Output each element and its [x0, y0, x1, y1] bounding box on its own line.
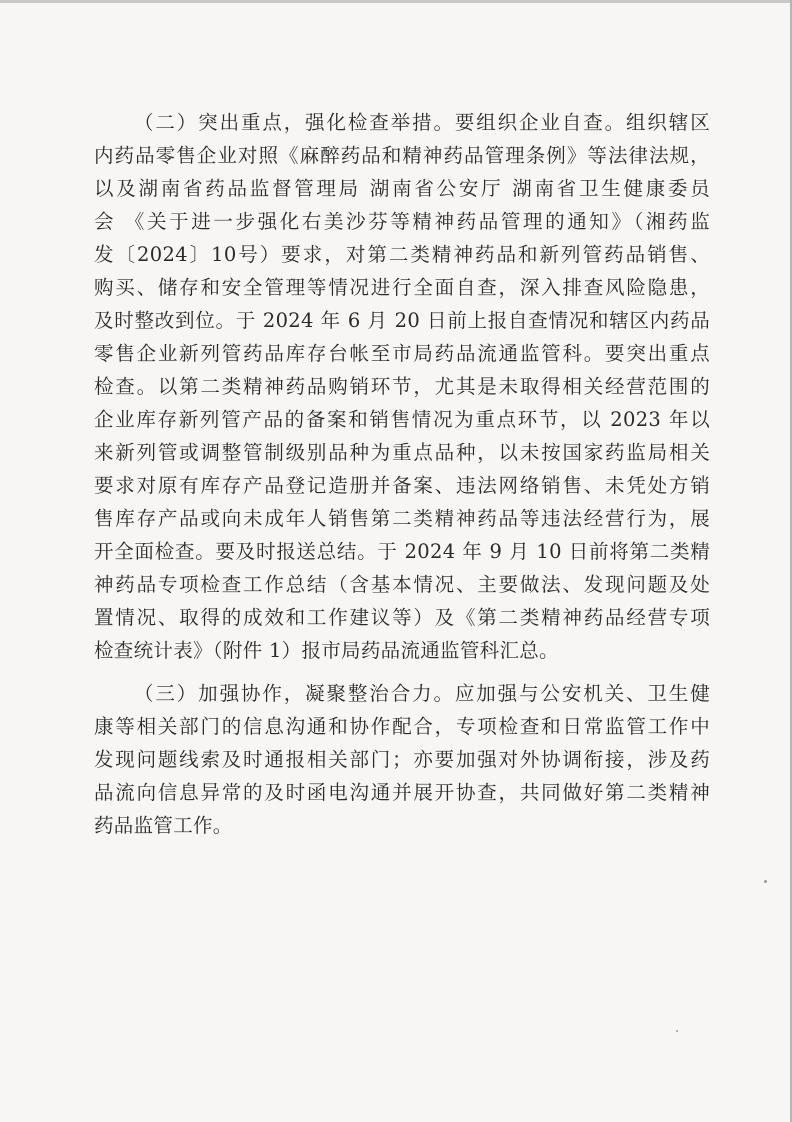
paragraph-gap: [94, 667, 710, 677]
text-line: 售库存产品或向未成年人销售第二类精神药品等违法经营行为，展: [94, 507, 710, 530]
text-line: 以及湖南省药品监督管理局 湖南省公安厅 湖南省卫生健康委员: [94, 177, 710, 200]
text-line: 及时整改到位。于 2024 年 6 月 20 日前上报自查情况和辖区内药品: [94, 309, 710, 332]
text-line: 购买、储存和安全管理等情况进行全面自查，深入排查风险隐患，: [94, 276, 710, 299]
scan-edge-top: [0, 0, 792, 3]
text-line: 内药品零售企业对照《麻醉药品和精神药品管理条例》等法律法规，: [94, 144, 710, 167]
text-line: 发现问题线索及时通报相关部门；亦要加强对外协调衔接，涉及药: [94, 748, 710, 771]
text-line: 要求对原有库存产品登记造册并备案、违法网络销售、未凭处方销: [94, 474, 710, 497]
document-body: [94, 106, 710, 842]
text-line: 置情况、取得的成效和工作建议等）及《第二类精神药品经营专项: [94, 606, 710, 629]
text-line: 来新列管或调整管制级别品种为重点品种，以未按国家药监局相关: [94, 441, 710, 464]
text-line: 康等相关部门的信息沟通和协作配合，专项检查和日常监管工作中: [94, 715, 710, 738]
paragraph-section-2: [94, 106, 710, 667]
text-line: 药品监管工作。: [94, 814, 233, 837]
text-line: 神药品专项检查工作总结（含基本情况、主要做法、发现问题及处: [94, 573, 710, 596]
text-line: 品流向信息异常的及时函电沟通并展开协查，共同做好第二类精神: [94, 781, 710, 804]
paragraph-section-3: [94, 677, 710, 842]
text-line: 会 《关于进一步强化右美沙芬等精神药品管理的通知》（湘药监: [94, 210, 710, 233]
text-line: 零售企业新列管药品库存台帐至市局药品流通监管科。要突出重点: [94, 342, 710, 365]
text-line: 开全面检查。要及时报送总结。于 2024 年 9 月 10 日前将第二类精: [94, 540, 710, 563]
text-line: 检查。以第二类精神药品购销环节，尤其是未取得相关经营范围的: [94, 375, 710, 398]
scan-speck: [676, 1030, 678, 1032]
text-line: （二）突出重点，强化检查举措。要组织企业自查。组织辖区: [134, 111, 710, 134]
scan-speck: [764, 880, 767, 883]
text-line: 发〔2024〕10号）要求，对第二类精神药品和新列管药品销售、: [94, 243, 710, 266]
text-line: （三）加强协作，凝聚整治合力。应加强与公安机关、卫生健: [134, 682, 710, 705]
text-line: 企业库存新列管产品的备案和销售情况为重点环节，以 2023 年以: [94, 408, 710, 431]
text-line: 检查统计表》（附件 1）报市局药品流通监管科汇总。: [94, 639, 559, 662]
